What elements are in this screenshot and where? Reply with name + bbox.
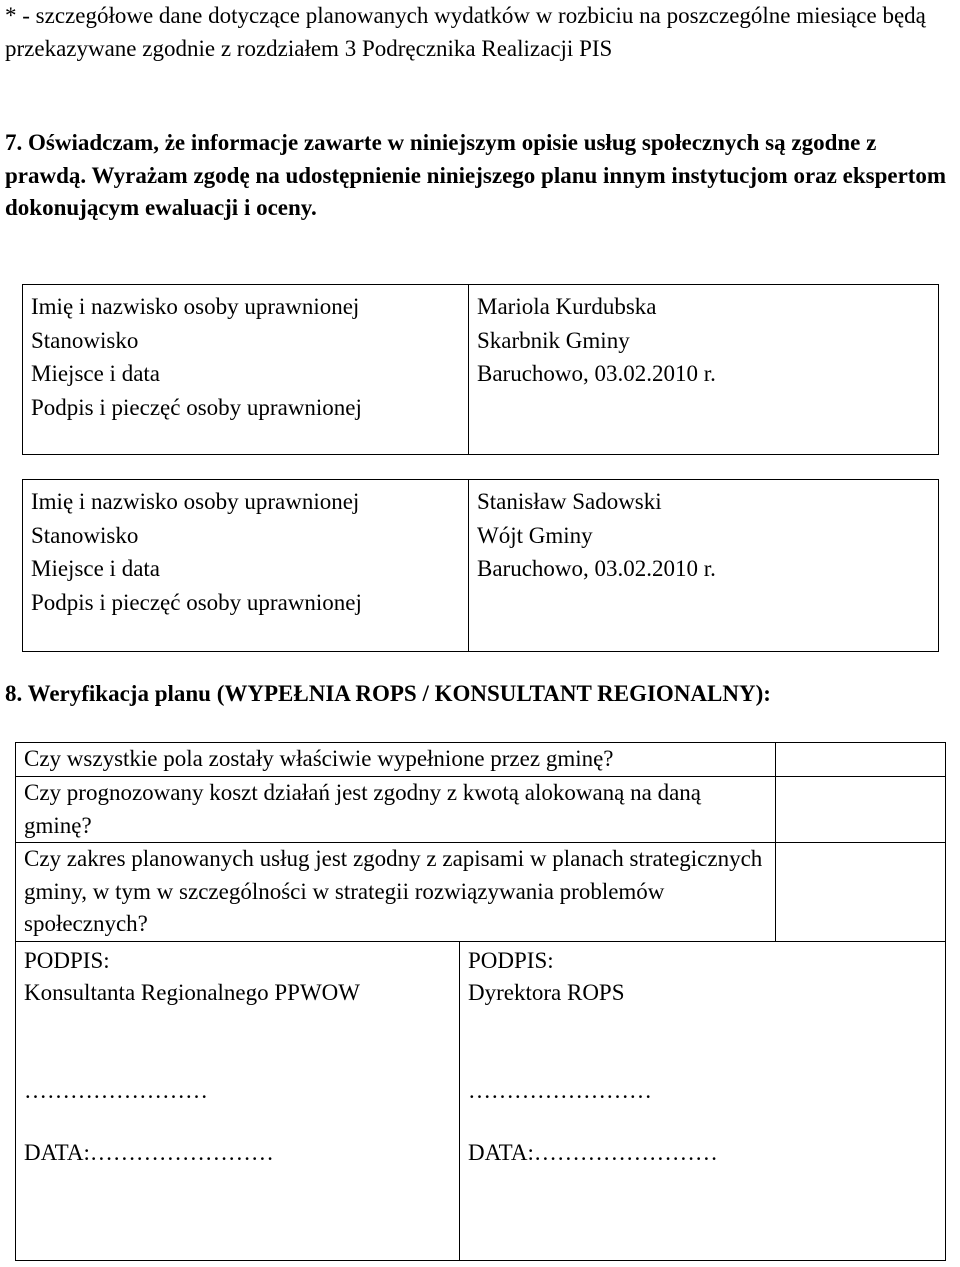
signatory-labels-cell	[23, 285, 469, 455]
answer-cell-1[interactable]	[776, 743, 946, 777]
label-position: Stanowisko	[31, 327, 139, 353]
signatory-table-1	[22, 284, 939, 455]
label-signature: Podpis i pieczęć osoby uprawnionej	[31, 589, 362, 615]
label-name: Imię i nazwisko osoby uprawnionej	[31, 489, 360, 514]
signature-line: ……………………	[24, 1077, 208, 1103]
signatory-place-date: Baruchowo, 03.02.2010 r.	[477, 361, 716, 386]
date-line: DATA:……………………	[468, 1139, 718, 1165]
signatory-name: Mariola Kurdubska	[477, 294, 657, 319]
question-3: Czy zakres planowanych usług jest zgodny z zapisami w planach strategicznych gminy, w tym w szczególności w strategii rozwiązywania problemów społecznych?	[16, 843, 776, 942]
signatory-values-cell	[469, 285, 939, 455]
label-signature: Podpis i pieczęć osoby uprawnionej	[31, 394, 362, 420]
signatory-position: Wójt Gminy	[477, 522, 593, 548]
director-signature-cell[interactable]	[460, 941, 946, 1260]
declaration: 7. Oświadczam, że informacje zawarte w niniejszym opisie usług społecznych są zgodne z prawdą. Wyrażam zgodę na udostępnienie niniejszego planu innym instytucjom oraz ekspertom dokonującym ewaluacji i oceny.	[5, 130, 947, 220]
answer-cell-3[interactable]	[776, 843, 946, 942]
footnote: * - szczegółowe dane dotyczące planowanych wydatków w rozbiciu na poszczególne miesiące będą przekazywane zgodnie z rozdziałem 3 Podręcznika Realizacji PIS	[5, 3, 926, 61]
signer-role: Dyrektora ROPS	[468, 979, 625, 1005]
date-line: DATA:……………………	[24, 1139, 274, 1165]
podpis-label: PODPIS:	[468, 947, 554, 973]
podpis-label: PODPIS:	[24, 947, 110, 973]
answer-cell-2[interactable]	[776, 777, 946, 843]
label-name: Imię i nazwisko osoby uprawnionej	[31, 294, 360, 319]
verification-table	[15, 742, 946, 1261]
label-place-date: Miejsce i data	[31, 556, 161, 581]
question-1: Czy wszystkie pola zostały właściwie wypełnione przez gminę?	[16, 743, 776, 777]
signatory-name: Stanisław Sadowski	[477, 489, 662, 514]
signatory-place-date: Baruchowo, 03.02.2010 r.	[477, 556, 716, 581]
signature-line: ……………………	[468, 1077, 652, 1103]
signatory-position: Skarbnik Gminy	[477, 327, 630, 353]
signatory-labels-cell	[23, 480, 469, 652]
signatory-values-cell	[469, 480, 939, 652]
signer-role: Konsultanta Regionalnego PPWOW	[24, 979, 361, 1005]
label-place-date: Miejsce i data	[31, 361, 161, 386]
question-2: Czy prognozowany koszt działań jest zgodny z kwotą alokowaną na daną gminę?	[16, 777, 776, 843]
verification-heading: 8. Weryfikacja planu (WYPEŁNIA ROPS / KONSULTANT REGIONALNY):	[5, 681, 771, 706]
signatory-table-2	[22, 479, 939, 652]
consultant-signature-cell[interactable]	[16, 941, 460, 1260]
label-position: Stanowisko	[31, 522, 139, 548]
